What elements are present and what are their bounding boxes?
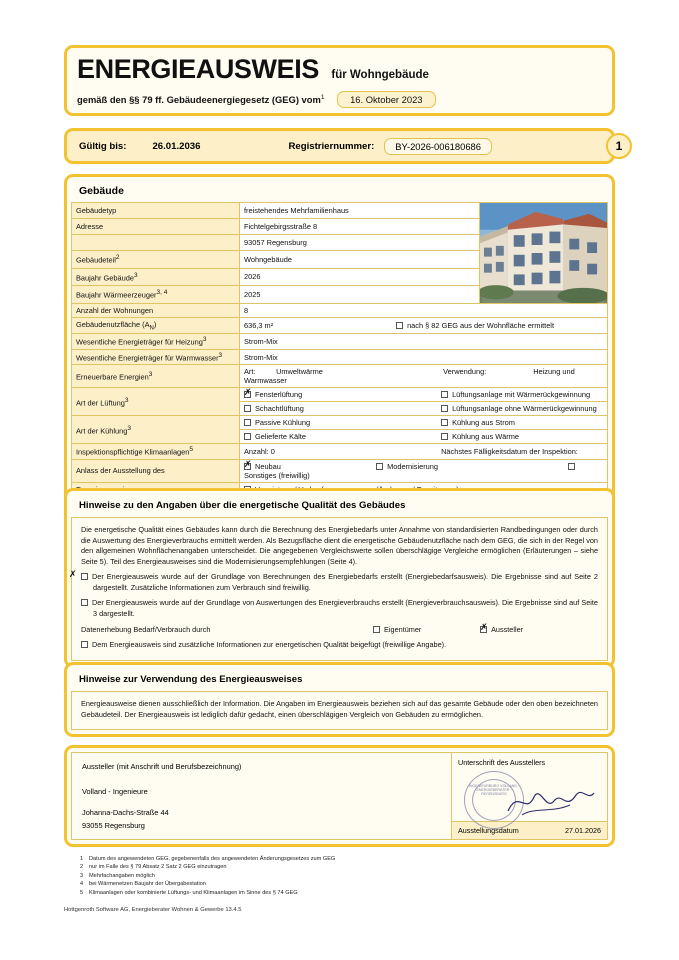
- water-carrier-footnote-ref: 3: [218, 351, 223, 359]
- validity-bar: [64, 128, 623, 164]
- usable-area-value-cell: [240, 318, 608, 334]
- table-row: [72, 334, 608, 349]
- reason-modernization-checkbox[interactable]: [376, 463, 383, 470]
- valid-until-label: Gültig bis:: [79, 140, 127, 152]
- renewables-use-label: Verwendung:: [443, 367, 487, 377]
- footnote-text: bei Wärmenetzen Baujahr der Übergabestation: [89, 881, 206, 888]
- reason-label-1: Anlass der Ausstellung des: [72, 459, 240, 482]
- building-part-footnote-ref: 2: [115, 254, 120, 262]
- ventilation-option-window[interactable]: [244, 390, 439, 399]
- table-row: [72, 365, 608, 388]
- heating-carrier-value: Strom-Mix: [240, 334, 608, 349]
- water-carrier-value: Strom-Mix: [240, 349, 608, 364]
- ventilation-with-recovery-label: Lüftungsanlage mit Wärmerückgewinnung: [452, 390, 591, 400]
- water-carrier-label: [72, 349, 240, 364]
- building-photo-cell: [480, 203, 608, 304]
- cooling-option-delivered[interactable]: [244, 432, 439, 441]
- title-box: [64, 45, 615, 116]
- construction-year-value: 2026: [240, 268, 480, 286]
- data-collection-row: [81, 625, 598, 636]
- inspection-next-due-label: Nächstes Fälligkeitsdatum der Inspektion:: [441, 447, 578, 457]
- heating-carrier-label: [72, 334, 240, 349]
- issuer-name: Volland - Ingenieure: [82, 786, 148, 796]
- page-number-badge: 1: [606, 133, 632, 159]
- verbrauch-checkbox[interactable]: [81, 599, 88, 606]
- issue-date-value: 27.01.2026: [565, 826, 601, 835]
- inspection-label: [72, 444, 240, 459]
- renewables-art-label: Art:: [244, 367, 256, 377]
- data-collection-issuer[interactable]: [480, 625, 523, 634]
- address-street-value: Fichtelgebirgsstraße 8: [240, 218, 480, 234]
- usable-area-label: [72, 318, 240, 334]
- footnote-item: [80, 880, 600, 888]
- issue-date-label: Ausstellungsdatum: [458, 826, 519, 835]
- ventilation-row-2: [240, 402, 608, 416]
- area-from-livingspace-checkbox[interactable]: [396, 322, 403, 329]
- reason-new-checkbox[interactable]: [244, 463, 251, 470]
- inspection-count: Anzahl: 0: [244, 447, 275, 457]
- cooling-option-electric[interactable]: [441, 418, 515, 427]
- footnote-number: 3: [80, 872, 84, 879]
- legal-basis-text: gemäß den §§ 79 ff. Gebäudeenergiegesetz (GEG) vom: [77, 94, 321, 105]
- vendor-software-line: Hottgenroth Software AG, Energieberater Wohnen & Gewerbe 13.4.5: [64, 907, 242, 913]
- footnote-item: [80, 889, 600, 897]
- issuer-checkbox-label: Aussteller: [491, 624, 524, 634]
- quality-notes-title: Hinweise zu den Angaben über die energetische Qualität des Gebäudes: [79, 500, 406, 511]
- footnote-item: [80, 855, 600, 863]
- issuer-city: 93055 Regensburg: [82, 820, 145, 830]
- heater-year-value: 2025: [240, 286, 480, 304]
- valid-until-value: 26.01.2036: [152, 140, 201, 152]
- table-row: [72, 388, 608, 402]
- heater-year-footnote-ref: 3, 4: [156, 289, 168, 297]
- ventilation-without-recovery-label: Lüftungsanlage ohne Wärmerückgewinnung: [452, 404, 597, 414]
- quality-option-bedarf[interactable]: [81, 572, 598, 593]
- registration-number-label: Registriernummer:: [288, 140, 375, 152]
- attachment-label: Dem Energieausweis sind zusätzliche Informationen zur energetischen Qualität beigefügt (freiwillige Angabe).: [92, 640, 447, 650]
- cooling-row-1: [240, 416, 608, 430]
- quality-option-attachment[interactable]: [81, 640, 598, 651]
- heater-year-label-text: Baujahr Wärmeerzeuger: [76, 290, 157, 300]
- signature-area: [458, 769, 601, 821]
- table-row: [72, 444, 608, 459]
- page-title: ENERGIEAUSWEIS: [77, 54, 319, 84]
- cooling-footnote-ref: 3: [127, 424, 131, 432]
- bedarf-checkbox[interactable]: [81, 573, 88, 580]
- registration-number-value: BY-2026-006180686: [384, 138, 492, 155]
- construction-year-label: [72, 268, 240, 286]
- ventilation-option-without-recovery[interactable]: [441, 404, 597, 413]
- reason-row-1: [240, 459, 608, 482]
- ventilation-row-1: [240, 388, 608, 402]
- heating-carrier-footnote-ref: 3: [202, 336, 207, 344]
- ventilation-window-label: Fensterlüftung: [255, 390, 303, 400]
- table-row: [72, 349, 608, 364]
- issuer-checkbox[interactable]: [480, 626, 487, 633]
- address-label-empty: [72, 234, 240, 250]
- ventilation-with-recovery-checkbox[interactable]: [441, 391, 448, 398]
- footnote-number: 1: [80, 856, 84, 862]
- cooling-passive-label: Passive Kühlung: [255, 418, 311, 428]
- usage-notes-paragraph: Energieausweise dienen ausschließlich der Information. Die Angaben im Energieausweis beziehen sich auf das gesamte Gebäude oder den oben bezeichneten Gebäudeteil. Der Energieausweis ist lediglich dafür gedacht, einen überschlägigen Vergleich von Gebäuden zu ermöglichen.: [81, 699, 598, 719]
- footnote-text: Datum des angewendeten GEG, gegebenenfalls des angewendeten Änderungsgesetzes zum GEG: [89, 856, 336, 862]
- footnote-item: [80, 872, 600, 880]
- issue-date-row: [452, 821, 607, 839]
- construction-year-footnote-ref: 3: [133, 271, 138, 279]
- usable-area-label-text: Gebäudenutzfläche (A: [76, 320, 150, 329]
- building-section: [64, 174, 615, 504]
- footnote-item: [80, 863, 600, 871]
- issuer-spacer: [82, 799, 441, 807]
- cooling-heat-label: Kühlung aus Wärme: [452, 432, 520, 442]
- building-part-label-text: Gebäudeteil: [76, 255, 116, 265]
- bedarf-label: Der Energieausweis wurde auf der Grundlage von Berechnungen des Energiebedarfs erstellt (Energiebedarfsausweis). Die Ergebnisse sind auf Seite 2 dargestellt. Zusätzliche Informationen zum Verbrauch sind freiwillig.: [92, 572, 598, 592]
- signature-icon: [504, 781, 596, 821]
- apartments-label: Anzahl der Wohnungen: [72, 304, 240, 318]
- cooling-delivered-label: Gelieferte Kälte: [255, 432, 306, 442]
- building-table: [71, 202, 608, 497]
- inspection-value-cell: [240, 444, 608, 459]
- inspection-footnote-ref: 5: [189, 446, 194, 454]
- ventilation-option-shaft[interactable]: [244, 404, 439, 413]
- inspection-label-text: Inspektionspflichtige Klimaanlagen: [76, 447, 190, 457]
- footnote-number: 4: [80, 881, 84, 888]
- address-city-value: 93057 Regensburg: [240, 234, 480, 250]
- building-part-label: [72, 250, 240, 268]
- usable-area-label-sub: N: [149, 325, 154, 332]
- ventilation-label: [72, 388, 240, 416]
- usable-area-label-end: ): [153, 320, 157, 329]
- water-carrier-label-text: Wesentliche Energieträger für Warmwasser: [76, 353, 219, 363]
- legal-basis-line: [77, 91, 602, 108]
- renewables-value-cell: [240, 365, 608, 388]
- cooling-delivered-checkbox[interactable]: [244, 433, 251, 440]
- table-row: [72, 416, 608, 430]
- issuer-section: [64, 745, 615, 847]
- apartments-value: 8: [240, 304, 608, 318]
- cooling-electric-checkbox[interactable]: [441, 419, 448, 426]
- attachment-checkbox[interactable]: [81, 641, 88, 648]
- footnote-text: Klimaanlagen oder kombinierte Lüftungs- und Klimaanlagen im Sinne des § 74 GEG: [89, 889, 298, 896]
- usage-notes-body: [71, 691, 608, 730]
- quality-notes-section: [64, 488, 615, 668]
- building-type-value: freistehendes Mehrfamilienhaus: [240, 203, 480, 219]
- usage-notes-section: [64, 662, 615, 737]
- data-collection-label: Datenerhebung Bedarf/Verbrauch durch: [81, 624, 211, 634]
- reason-option-modernization[interactable]: [376, 462, 566, 471]
- ventilation-without-recovery-checkbox[interactable]: [441, 405, 448, 412]
- cooling-passive-checkbox[interactable]: [244, 419, 251, 426]
- reason-option-new[interactable]: [244, 462, 374, 471]
- ventilation-window-checkbox[interactable]: [244, 391, 251, 398]
- table-row: [72, 459, 608, 482]
- ventilation-shaft-label: Schachtlüftung: [255, 404, 304, 414]
- footnote-text: nur im Falle des § 79 Absatz 2 Satz 2 GEG einzutragen: [89, 864, 227, 871]
- reason-other-label: Sonstiges (freiwillig): [244, 470, 310, 480]
- heating-carrier-label-text: Wesentliche Energieträger für Heizung: [76, 337, 203, 347]
- renewables-footnote-ref: 3: [148, 371, 153, 379]
- footnote-number: 5: [80, 889, 84, 896]
- owner-label: Eigentümer: [384, 624, 422, 634]
- renewables-art-value: Umweltwärme: [276, 367, 323, 377]
- cooling-electric-label: Kühlung aus Strom: [452, 418, 515, 428]
- issuer-header: Aussteller (mit Anschrift und Berufsbezeichnung): [82, 762, 242, 771]
- cooling-option-heat[interactable]: [441, 432, 519, 441]
- footnote-text: Mehrfachangaben möglich: [89, 872, 155, 879]
- reason-other-checkbox[interactable]: [568, 463, 575, 470]
- area-from-livingspace-label: nach § 82 GEG aus der Wohnfläche ermittelt: [407, 321, 554, 331]
- ventilation-label-text: Art der Lüftung: [76, 398, 125, 408]
- quality-notes-paragraph: Die energetische Qualität eines Gebäudes kann durch die Berechnung des Energiebedarfs unter Annahme von standardisierten Randbedingungen oder durch die Auswertung des Energieverbrauchs ermittelt werden. Als Bezugsfläche dient die energetische Gebäudenutzfläche nach dem GEG, die sich in der Regel von den allgemeinen Wohnflächenangaben unterscheidet. Die angegebenen Vergleichswerte sollen überschlägige Vergleiche ermöglichen (Erläuterungen – siehe Seite 5). Teil des Energieausweises sind die Modernisierungsempfehlungen (Seite 4).: [81, 525, 598, 566]
- table-row: [72, 304, 608, 318]
- building-type-label: Gebäudetyp: [72, 203, 240, 219]
- legal-basis-date: 16. Oktober 2023: [337, 91, 435, 108]
- ventilation-option-with-recovery[interactable]: [441, 390, 590, 399]
- construction-year-label-text: Baujahr Gebäude: [76, 273, 134, 283]
- table-row: [72, 203, 608, 219]
- owner-checkbox[interactable]: [373, 626, 380, 633]
- legal-basis-footnote-ref: 1: [320, 93, 325, 101]
- cooling-label-text: Art der Kühlung: [76, 426, 128, 436]
- data-collection-owner[interactable]: [373, 625, 478, 636]
- signature-header: Unterschrift des Ausstellers: [458, 758, 546, 767]
- cooling-option-passive[interactable]: [244, 418, 439, 427]
- renewables-label-text: Erneuerbare Energien: [76, 372, 149, 382]
- heater-year-label: [72, 286, 240, 304]
- signature-block: [451, 753, 607, 839]
- usable-area-value: 636,3 m²: [244, 321, 274, 331]
- ventilation-shaft-checkbox[interactable]: [244, 405, 251, 412]
- issuer-details: [72, 753, 451, 839]
- quality-option-verbrauch[interactable]: [81, 598, 598, 619]
- issuer-street: Johanna-Dachs-Straße 44: [82, 807, 169, 817]
- stamp-text: INGENIEURBÜRO VOLLAND · ENERGIEBERATER · REGENSBURG: [468, 784, 520, 797]
- table-row: [72, 318, 608, 334]
- footnotes-list: [80, 855, 600, 897]
- usage-notes-title: Hinweise zur Verwendung des Energieausweises: [79, 674, 303, 685]
- building-part-value: Wohngebäude: [240, 250, 480, 268]
- cooling-label: [72, 416, 240, 444]
- reason-new-label: Neubau: [255, 461, 281, 471]
- building-section-title: Gebäude: [79, 185, 124, 197]
- ventilation-footnote-ref: 3: [124, 396, 129, 404]
- quality-notes-body: [71, 517, 608, 661]
- page-subtitle: für Wohngebäude: [331, 69, 429, 81]
- address-label: Adresse: [72, 218, 240, 234]
- renewables-label: [72, 365, 240, 388]
- verbrauch-label: Der Energieausweis wurde auf der Grundlage von Auswertungen des Energieverbrauchs erstellt (Energieverbrauchsausweis). Die Ergebnisse sind auf Seite 3 dargestellt.: [92, 598, 598, 619]
- renewables-use-value: Heizung und Warmwasser: [244, 367, 575, 386]
- cooling-heat-checkbox[interactable]: [441, 433, 448, 440]
- cooling-row-2: [240, 430, 608, 444]
- footnote-number: 2: [80, 864, 84, 871]
- issuer-inner: [71, 752, 608, 840]
- building-photo: [480, 203, 607, 303]
- reason-modernization-label: Modernisierung: [387, 461, 439, 471]
